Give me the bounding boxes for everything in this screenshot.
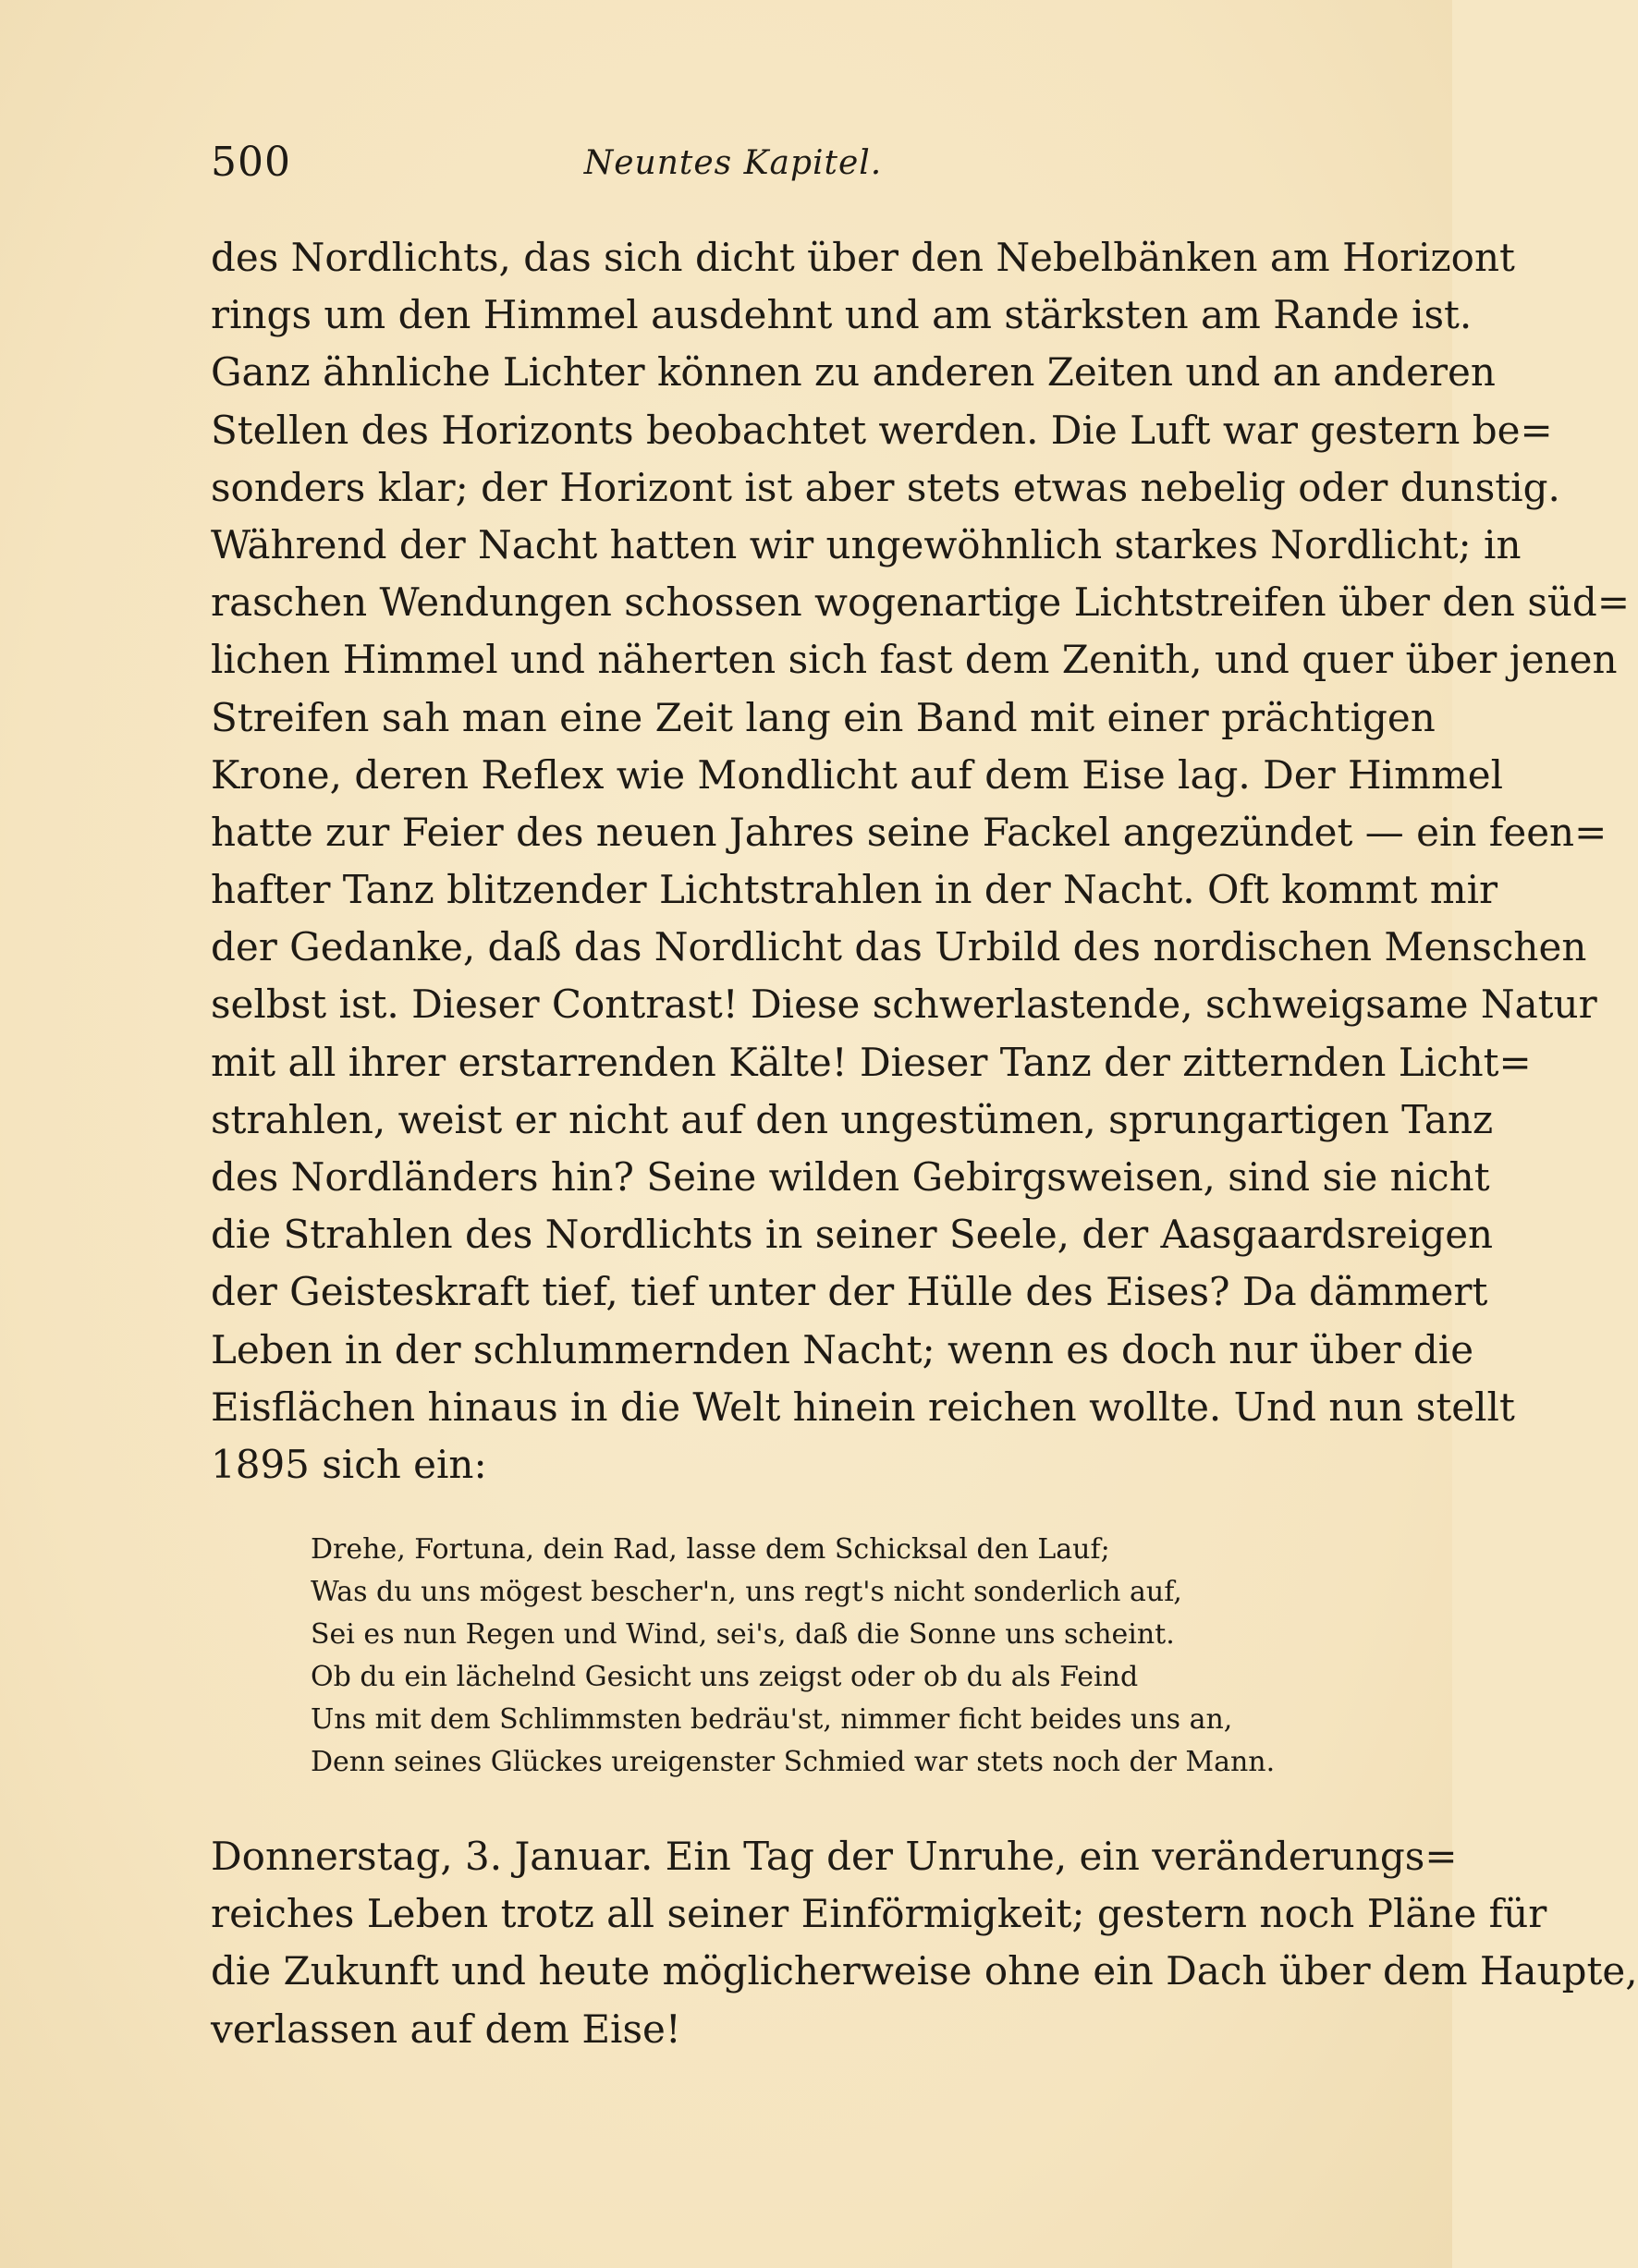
poem-line: Sei es nun Regen und Wind, sei's, daß die Sonne uns scheint. [311, 1618, 1175, 1651]
poem-line: Was du uns mögest bescher'n, uns regt's nicht sonderlich auf, [311, 1576, 1182, 1608]
poem-line: Uns mit dem Schlimmsten bedräu'st, nimmer ficht beides uns an, [311, 1703, 1233, 1736]
text-line: raschen Wendungen schossen wogenartige Lichtstreifen über den süd= [211, 579, 1631, 626]
text-line: rings um den Himmel ausdehnt und am stärksten am Rande ist. [211, 292, 1473, 338]
text-line: Streifen sah man eine Zeit lang ein Band mit einer prächtigen [211, 694, 1436, 740]
text-line: des Nordlichts, das sich dicht über den Nebelbänken am Horizont [211, 235, 1515, 280]
paragraph-1 [211, 229, 1631, 1494]
text-line: sonders klar; der Horizont ist aber stets etwas nebelig oder dunstig. [211, 464, 1560, 510]
page-header [211, 139, 1255, 194]
text-line: die Zukunft und heute möglicherweise ohne ein Dach über dem Haupte, [211, 1948, 1638, 1994]
poem-line: Drehe, Fortuna, dein Rad, lasse dem Schicksal den Lauf; [311, 1533, 1110, 1566]
text-line: des Nordländers hin? Seine wilden Gebirgsweisen, sind sie nicht [211, 1154, 1490, 1200]
text-line: Eisflächen hinaus in die Welt hinein reichen wollte. Und nun stellt [211, 1384, 1515, 1430]
poem-line: Denn seines Glückes ureigenster Schmied war stets noch der Mann. [311, 1746, 1276, 1778]
text-line: reiches Leben trotz all seiner Einförmigkeit; gestern noch Pläne für [211, 1891, 1547, 1937]
text-line: Donnerstag, 3. Januar. Ein Tag der Unruhe, ein veränderungs= [211, 1834, 1458, 1879]
poem-block [311, 1529, 1276, 1784]
text-line: lichen Himmel und näherten sich fast dem Zenith, und quer über jenen [211, 637, 1618, 683]
text-line: mit all ihrer erstarrenden Kälte! Dieser Tanz der zitternden Licht= [211, 1039, 1532, 1085]
poem-line: Ob du ein lächelnd Gesicht uns zeigst oder ob du als Feind [311, 1661, 1139, 1693]
text-line: verlassen auf dem Eise! [211, 2006, 681, 2052]
text-line: Leben in der schlummernden Nacht; wenn es doch nur über die [211, 1326, 1474, 1372]
running-head: Neuntes Kapitel. [583, 144, 883, 182]
text-line: die Strahlen des Nordlichts in seiner Seele, der Aasgaardsreigen [211, 1212, 1494, 1258]
page-number: 500 [211, 139, 291, 186]
text-line: hatte zur Feier des neuen Jahres seine Fackel angezündet — ein feen= [211, 809, 1607, 855]
text-line: der Geisteskraft tief, tief unter der Hülle des Eises? Da dämmert [211, 1269, 1488, 1315]
text-line: 1895 sich ein: [211, 1441, 487, 1487]
text-line: der Gedanke, daß das Nordlicht das Urbild des nordischen Menschen [211, 924, 1587, 970]
text-line: Ganz ähnliche Lichter können zu anderen Zeiten und an anderen [211, 349, 1496, 396]
text-line: Während der Nacht hatten wir ungewöhnlich starkes Nordlicht; in [211, 521, 1522, 567]
text-line: Krone, deren Reflex wie Mondlicht auf dem Eise lag. Der Himmel [211, 751, 1504, 798]
text-line: hafter Tanz blitzender Lichtstrahlen in der Nacht. Oft kommt mir [211, 867, 1498, 913]
paragraph-2 [211, 1828, 1638, 2058]
text-line: Stellen des Horizonts beobachtet werden. Die Luft war gestern be= [211, 407, 1553, 453]
text-line: strahlen, weist er nicht auf den ungestümen, sprungartigen Tanz [211, 1096, 1494, 1142]
text-line: selbst ist. Dieser Contrast! Diese schwerlastende, schweigsame Natur [211, 982, 1597, 1028]
